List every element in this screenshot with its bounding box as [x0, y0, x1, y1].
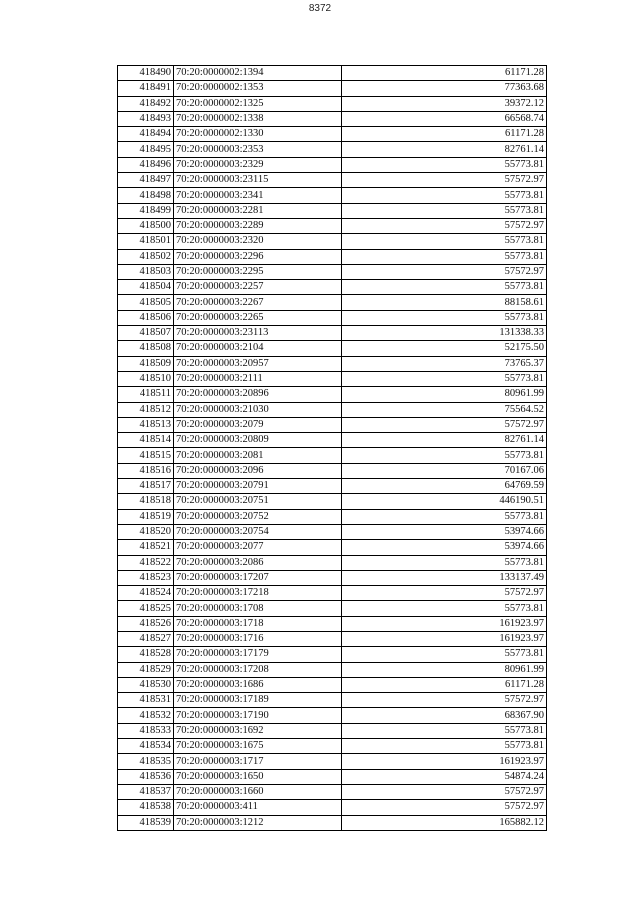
table-row — [118, 96, 547, 111]
table-row — [118, 81, 547, 96]
row-number-cell: 418533 — [118, 723, 174, 738]
cadastral-value-cell: 55773.81 — [342, 280, 547, 295]
cadastral-number-cell: 70:20:0000003:1717 — [174, 754, 342, 769]
cadastral-number-cell: 70:20:0000003:1686 — [174, 677, 342, 692]
cadastral-number-cell: 70:20:0000003:1718 — [174, 616, 342, 631]
table-row — [118, 815, 547, 830]
cadastral-number-cell: 70:20:0000003:23113 — [174, 326, 342, 341]
cadastral-number-cell: 70:20:0000003:20896 — [174, 387, 342, 402]
table-row — [118, 509, 547, 524]
cadastral-value-cell: 73765.37 — [342, 356, 547, 371]
table-row — [118, 708, 547, 723]
row-number-cell: 418490 — [118, 66, 174, 81]
table-row — [118, 601, 547, 616]
row-number-cell: 418538 — [118, 800, 174, 815]
cadastral-number-cell: 70:20:0000003:2096 — [174, 463, 342, 478]
row-number-cell: 418514 — [118, 433, 174, 448]
cadastral-number-cell: 70:20:0000003:17179 — [174, 647, 342, 662]
table-row — [118, 739, 547, 754]
cadastral-number-cell: 70:20:0000003:2281 — [174, 203, 342, 218]
table-row — [118, 203, 547, 218]
cadastral-number-cell: 70:20:0000003:1675 — [174, 739, 342, 754]
cadastral-value-cell: 53974.66 — [342, 540, 547, 555]
cadastral-value-cell: 80961.99 — [342, 387, 547, 402]
table-row — [118, 647, 547, 662]
cadastral-number-cell: 70:20:0000002:1338 — [174, 111, 342, 126]
table-row — [118, 371, 547, 386]
table-row — [118, 631, 547, 646]
table-row — [118, 754, 547, 769]
table-row — [118, 280, 547, 295]
cadastral-value-cell: 53974.66 — [342, 524, 547, 539]
cadastral-value-cell: 70167.06 — [342, 463, 547, 478]
cadastral-number-cell: 70:20:0000003:2289 — [174, 218, 342, 233]
row-number-cell: 418518 — [118, 494, 174, 509]
table-row — [118, 66, 547, 81]
row-number-cell: 418510 — [118, 371, 174, 386]
row-number-cell: 418527 — [118, 631, 174, 646]
table-row — [118, 402, 547, 417]
cadastral-number-cell: 70:20:0000002:1325 — [174, 96, 342, 111]
table-row — [118, 693, 547, 708]
cadastral-number-cell: 70:20:0000003:2104 — [174, 341, 342, 356]
cadastral-value-cell: 57572.97 — [342, 693, 547, 708]
row-number-cell: 418495 — [118, 142, 174, 157]
table-row — [118, 218, 547, 233]
row-number-cell: 418511 — [118, 387, 174, 402]
row-number-cell: 418501 — [118, 234, 174, 249]
cadastral-number-cell: 70:20:0000003:20754 — [174, 524, 342, 539]
row-number-cell: 418528 — [118, 647, 174, 662]
cadastral-number-cell: 70:20:0000003:1660 — [174, 784, 342, 799]
row-number-cell: 418499 — [118, 203, 174, 218]
table-row — [118, 387, 547, 402]
cadastral-number-cell: 70:20:0000003:2320 — [174, 234, 342, 249]
cadastral-number-cell: 70:20:0000003:411 — [174, 800, 342, 815]
cadastral-number-cell: 70:20:0000003:20957 — [174, 356, 342, 371]
cadastral-value-cell: 161923.97 — [342, 631, 547, 646]
cadastral-value-cell: 66568.74 — [342, 111, 547, 126]
row-number-cell: 418524 — [118, 586, 174, 601]
row-number-cell: 418491 — [118, 81, 174, 96]
cadastral-number-cell: 70:20:0000003:2295 — [174, 264, 342, 279]
cadastral-value-cell: 57572.97 — [342, 784, 547, 799]
cadastral-value-cell: 64769.59 — [342, 479, 547, 494]
row-number-cell: 418515 — [118, 448, 174, 463]
table-row — [118, 188, 547, 203]
row-number-cell: 418492 — [118, 96, 174, 111]
cadastral-value-cell: 57572.97 — [342, 417, 547, 432]
table-row — [118, 723, 547, 738]
row-number-cell: 418535 — [118, 754, 174, 769]
cadastral-number-cell: 70:20:0000003:20791 — [174, 479, 342, 494]
cadastral-value-cell: 77363.68 — [342, 81, 547, 96]
row-number-cell: 418525 — [118, 601, 174, 616]
cadastral-number-cell: 70:20:0000003:2329 — [174, 157, 342, 172]
row-number-cell: 418503 — [118, 264, 174, 279]
cadastral-value-cell: 55773.81 — [342, 188, 547, 203]
table-row — [118, 769, 547, 784]
cadastral-number-cell: 70:20:0000002:1353 — [174, 81, 342, 96]
cadastral-value-cell: 54874.24 — [342, 769, 547, 784]
cadastral-number-cell: 70:20:0000003:23115 — [174, 173, 342, 188]
row-number-cell: 418500 — [118, 218, 174, 233]
cadastral-number-cell: 70:20:0000003:1708 — [174, 601, 342, 616]
table-row — [118, 494, 547, 509]
cadastral-value-cell: 133137.49 — [342, 570, 547, 585]
table-row — [118, 570, 547, 585]
row-number-cell: 418521 — [118, 540, 174, 555]
cadastral-value-cell: 55773.81 — [342, 555, 547, 570]
table-row — [118, 677, 547, 692]
table-row — [118, 356, 547, 371]
table-row — [118, 173, 547, 188]
row-number-cell: 418508 — [118, 341, 174, 356]
row-number-cell: 418530 — [118, 677, 174, 692]
row-number-cell: 418539 — [118, 815, 174, 830]
table-row — [118, 157, 547, 172]
row-number-cell: 418522 — [118, 555, 174, 570]
cadastral-number-cell: 70:20:0000002:1394 — [174, 66, 342, 81]
cadastral-number-cell: 70:20:0000003:20752 — [174, 509, 342, 524]
row-number-cell: 418529 — [118, 662, 174, 677]
cadastral-value-cell: 446190.51 — [342, 494, 547, 509]
table-row — [118, 234, 547, 249]
cadastral-value-cell: 82761.14 — [342, 433, 547, 448]
cadastral-value-cell: 55773.81 — [342, 234, 547, 249]
cadastral-number-cell: 70:20:0000003:1212 — [174, 815, 342, 830]
row-number-cell: 418519 — [118, 509, 174, 524]
table-row — [118, 310, 547, 325]
table-row — [118, 142, 547, 157]
row-number-cell: 418531 — [118, 693, 174, 708]
cadastral-number-cell: 70:20:0000003:17190 — [174, 708, 342, 723]
cadastral-value-cell: 88158.61 — [342, 295, 547, 310]
table-row — [118, 264, 547, 279]
row-number-cell: 418534 — [118, 739, 174, 754]
table-row — [118, 784, 547, 799]
row-number-cell: 418520 — [118, 524, 174, 539]
cadastral-number-cell: 70:20:0000003:20809 — [174, 433, 342, 448]
row-number-cell: 418516 — [118, 463, 174, 478]
cadastral-value-cell: 61171.28 — [342, 127, 547, 142]
cadastral-value-cell: 61171.28 — [342, 677, 547, 692]
cadastral-number-cell: 70:20:0000003:2341 — [174, 188, 342, 203]
cadastral-value-cell: 55773.81 — [342, 448, 547, 463]
table-row — [118, 111, 547, 126]
table-row — [118, 295, 547, 310]
row-number-cell: 418512 — [118, 402, 174, 417]
cadastral-value-cell: 57572.97 — [342, 218, 547, 233]
table-body — [118, 66, 547, 831]
cadastral-number-cell: 70:20:0000003:1692 — [174, 723, 342, 738]
cadastral-value-cell: 55773.81 — [342, 601, 547, 616]
cadastral-value-cell: 57572.97 — [342, 264, 547, 279]
cadastral-value-cell: 55773.81 — [342, 739, 547, 754]
row-number-cell: 418504 — [118, 280, 174, 295]
row-number-cell: 418536 — [118, 769, 174, 784]
table-row — [118, 433, 547, 448]
row-number-cell: 418494 — [118, 127, 174, 142]
cadastral-number-cell: 70:20:0000003:20751 — [174, 494, 342, 509]
table-row — [118, 479, 547, 494]
row-number-cell: 418532 — [118, 708, 174, 723]
cadastral-value-cell: 165882.12 — [342, 815, 547, 830]
cadastral-number-cell: 70:20:0000003:2111 — [174, 371, 342, 386]
row-number-cell: 418506 — [118, 310, 174, 325]
table-row — [118, 800, 547, 815]
cadastral-number-cell: 70:20:0000003:1650 — [174, 769, 342, 784]
row-number-cell: 418517 — [118, 479, 174, 494]
cadastral-value-cell: 75564.52 — [342, 402, 547, 417]
row-number-cell: 418509 — [118, 356, 174, 371]
table-row — [118, 326, 547, 341]
row-number-cell: 418507 — [118, 326, 174, 341]
table-row — [118, 540, 547, 555]
table-row — [118, 463, 547, 478]
cadastral-value-cell: 161923.97 — [342, 754, 547, 769]
table-row — [118, 524, 547, 539]
cadastral-value-cell: 55773.81 — [342, 509, 547, 524]
table-row — [118, 586, 547, 601]
cadastral-number-cell: 70:20:0000003:17208 — [174, 662, 342, 677]
row-number-cell: 418502 — [118, 249, 174, 264]
row-number-cell: 418497 — [118, 173, 174, 188]
cadastral-value-cell: 55773.81 — [342, 371, 547, 386]
table-row — [118, 249, 547, 264]
row-number-cell: 418505 — [118, 295, 174, 310]
cadastral-value-cell: 39372.12 — [342, 96, 547, 111]
row-number-cell: 418496 — [118, 157, 174, 172]
cadastral-value-cell: 57572.97 — [342, 586, 547, 601]
cadastral-value-cell: 57572.97 — [342, 800, 547, 815]
cadastral-number-cell: 70:20:0000003:2296 — [174, 249, 342, 264]
row-number-cell: 418493 — [118, 111, 174, 126]
cadastral-number-cell: 70:20:0000003:2353 — [174, 142, 342, 157]
row-number-cell: 418513 — [118, 417, 174, 432]
cadastral-value-cell: 55773.81 — [342, 723, 547, 738]
page-number: 8372 — [308, 3, 332, 14]
cadastral-value-cell: 131338.33 — [342, 326, 547, 341]
cadastral-number-cell: 70:20:0000003:2077 — [174, 540, 342, 555]
cadastral-number-cell: 70:20:0000003:17207 — [174, 570, 342, 585]
row-number-cell: 418526 — [118, 616, 174, 631]
cadastral-number-cell: 70:20:0000003:17218 — [174, 586, 342, 601]
cadastral-number-cell: 70:20:0000003:2267 — [174, 295, 342, 310]
cadastral-value-cell: 55773.81 — [342, 647, 547, 662]
table-row — [118, 417, 547, 432]
cadastral-number-cell: 70:20:0000003:2257 — [174, 280, 342, 295]
table-row — [118, 127, 547, 142]
cadastral-value-cell: 55773.81 — [342, 310, 547, 325]
cadastral-value-cell: 55773.81 — [342, 249, 547, 264]
row-number-cell: 418498 — [118, 188, 174, 203]
cadastral-number-cell: 70:20:0000003:2079 — [174, 417, 342, 432]
cadastral-number-cell: 70:20:0000003:2081 — [174, 448, 342, 463]
cadastral-value-cell: 55773.81 — [342, 157, 547, 172]
cadastral-value-cell: 55773.81 — [342, 203, 547, 218]
row-number-cell: 418523 — [118, 570, 174, 585]
table-row — [118, 341, 547, 356]
cadastral-value-cell: 161923.97 — [342, 616, 547, 631]
cadastral-number-cell: 70:20:0000003:2265 — [174, 310, 342, 325]
cadastral-value-cell: 61171.28 — [342, 66, 547, 81]
cadastral-number-cell: 70:20:0000003:1716 — [174, 631, 342, 646]
cadastral-value-cell: 82761.14 — [342, 142, 547, 157]
cadastral-value-cell: 57572.97 — [342, 173, 547, 188]
cadastral-value-cell: 52175.50 — [342, 341, 547, 356]
cadastral-number-cell: 70:20:0000003:17189 — [174, 693, 342, 708]
cadastral-value-cell: 68367.90 — [342, 708, 547, 723]
row-number-cell: 418537 — [118, 784, 174, 799]
table-row — [118, 448, 547, 463]
cadastral-value-table — [117, 65, 547, 831]
cadastral-number-cell: 70:20:0000003:2086 — [174, 555, 342, 570]
cadastral-number-cell: 70:20:0000003:21030 — [174, 402, 342, 417]
table-row — [118, 616, 547, 631]
cadastral-number-cell: 70:20:0000002:1330 — [174, 127, 342, 142]
table-row — [118, 662, 547, 677]
cadastral-value-cell: 80961.99 — [342, 662, 547, 677]
table-row — [118, 555, 547, 570]
